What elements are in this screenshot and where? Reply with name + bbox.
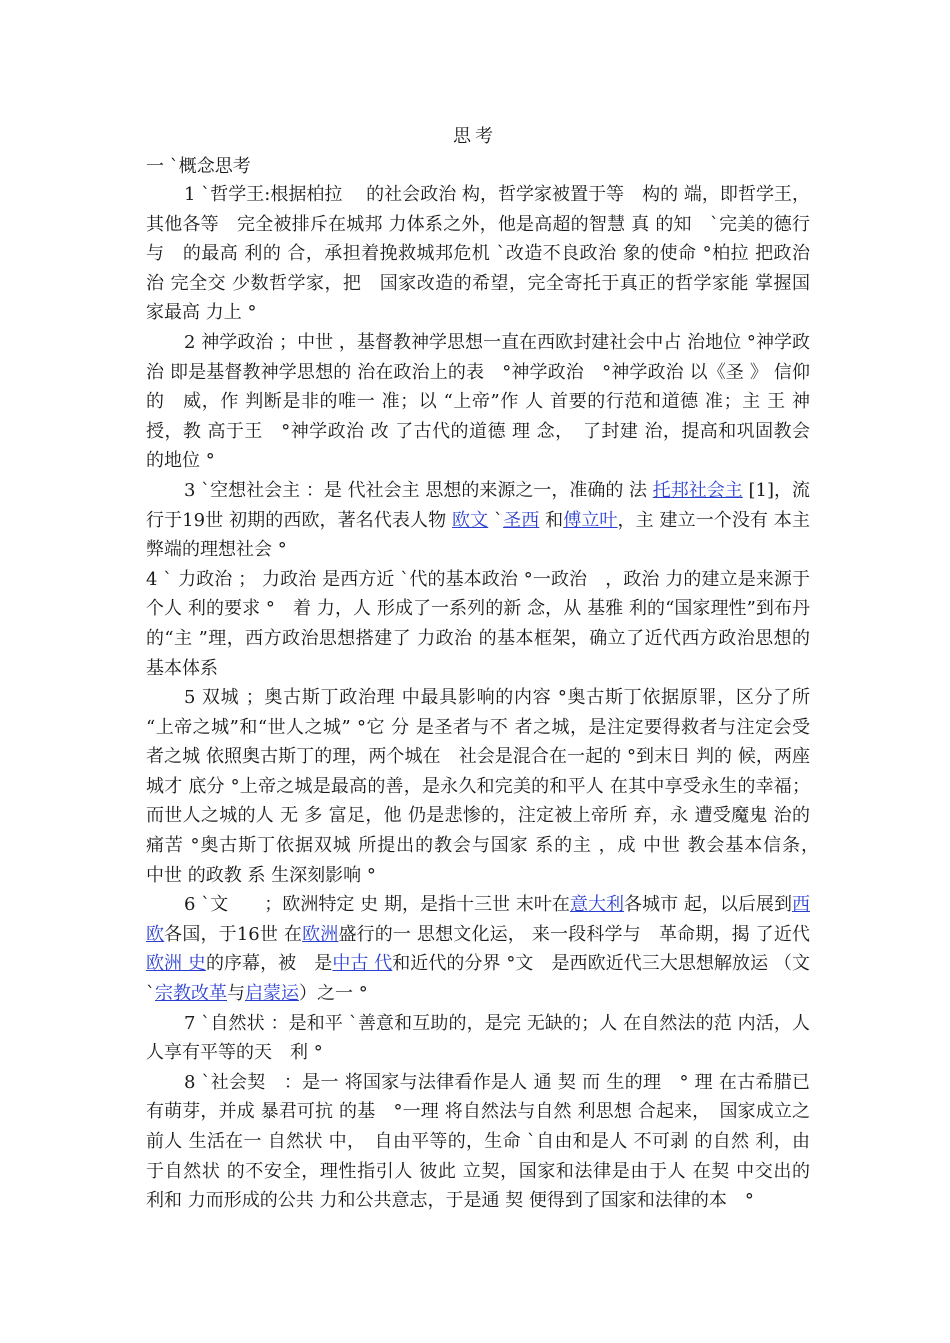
document-body [146,180,828,1216]
paragraph-text: 2 神学政治 ；中世 ，基督教神学思想一直在西欧封建社会中占 治地位 °神学政治 即是基督教神学思想的 治在政治上的表 °神学政治 °神学政治 以《圣 》 信仰的 威，作 判断是非的唯一 准；以 “上帝”作 人 首要的行范和道德 准；主 王 神授，教 高于王 °神学政治 改 了古代的道德 理 念， 了封建 治，提高和巩固教会的地位 ° [146,331,810,472]
paragraph-6 [146,890,828,1008]
hyperlink[interactable]: 西欧 [146,894,810,945]
hyperlink[interactable]: 欧洲 [302,923,339,945]
paragraph-text: [1]，流行于19世 初期的西欧，著名代表人物 [146,479,810,531]
paragraph-text: 各城市 起，以后展到 [624,894,792,916]
paragraph-text: 5 双城 ；奥古斯丁政治理 中最具影响的内容 °奥古斯丁依据原罪，区分了所 “上帝之城”和“世人之城” °它 分 是圣者与不 者之城，是注定要得救者与注定会受 者之城 依照奥古斯丁的理，两个城在 社会是混合在一起的 °到末日 判的 候，两座城才 底分 °上帝之城是最高的善，是永久和完美的和平人 在其中享受永生的幸福；而世人之城的人 无 多 富足，他 仍是悲惨的，注定被上帝所 弃，永 遭受魔鬼 治的痛苦 °奥古斯丁依据双城 所提出的教会与国家 系的主 ，成 中世 教会基本信条， 中世 的政教 系 生深刻影响 ° [146,687,828,886]
hyperlink[interactable]: 意大利 [569,894,625,916]
paragraph-text: 4 ` 力政治 ； 力政治 是西方近 `代的基本政治 °一政治 ，政治 力的建立是来源于 个人 利的要求 ° 着 力，人 形成了一系列的新 念，从 基雅 利的“国家理性”到布丹的“主 ”理，西方政治思想搭建了 力政治 的基本框架，确立了近代西方政治思想的基本体系 [146,568,828,679]
section-heading: 一 `概念思考 [146,156,251,177]
paragraph-text: ）之一 ° [299,983,368,1005]
paragraph-2 [146,328,810,476]
paragraph-7 [146,1009,810,1068]
hyperlink[interactable]: 宗教改革 [155,983,227,1005]
hyperlink[interactable]: 欧文 [452,509,489,531]
hyperlink[interactable]: 圣西 [503,509,540,531]
paragraph-text: 与 [227,983,245,1005]
paragraph-text: ，主 建立一个没有 本主 弊端的理想社会 ° [146,509,810,561]
paragraph-text: 6 `文 ；欧洲特定 史 期，是指十三世 末叶在 [184,894,570,916]
paragraph-text: 各国，于16世 在 [164,923,303,945]
paragraph-8 [146,1068,810,1216]
paragraph-text: 和 [539,509,564,531]
paragraph-text: 8 `社会契 ：是一 将国家与法律看作是人 通 契 而 生的理 ° 理 在古希腊已有萌芽，并成 暴君可抗 的基 °一理 将自然法与自然 利思想 合起来， 国家成立之前人 生活在一 自然状 中， 自由平等的，生命 `自由和是人 不可剥 的自然 利，由于自然状 的不安全，理性指引人 彼此 立契，国家和法律是由于人 在契 中交出的 利和 力而形成的公共 力和公共意志，于是通 契 便得到了国家和法律的本 ° [146,1071,810,1212]
paragraph-text: 盛行的一 思想文化运， 来一段科学与 革命期，揭 了近代 [338,923,810,945]
page-title: 思考 [453,126,497,147]
paragraph-5 [146,683,828,890]
hyperlink[interactable]: 中古 代 [332,953,393,975]
paragraph-text: 1 `哲学王:根据柏拉 的社会政治 构，哲学家被置于等 构的 端，即哲学王，其他各等 完全被排斥在城邦 力体系之外，他是高超的智慧 真 的知 `完美的德行与 的最高 利的 合，承担着挽救城邦危机 `改造不良政治 象的使命 °柏拉 把政治 治 完全交 少数哲学家，把 国家改造的希望，完全寄托于真正的哲学家能 掌握国家最高 力上 ° [146,184,810,324]
paragraph-4 [146,565,828,683]
paragraph-text: 和近代的分界 °文 是西欧近代三大思想解放运 （文 ` [146,953,828,1005]
paragraph-text: 3 `空想社会主 ：是 代社会主 思想的来源之一，准确的 法 [184,479,653,501]
paragraph-text: 7 `自然状 ：是和平 `善意和互助的，是完 无缺的；人 在自然法的范 内活，人人享有平等的天 利 ° [146,1012,810,1064]
paragraph-3 [146,476,810,565]
paragraph-1 [146,180,810,328]
hyperlink[interactable]: 启蒙运 [245,983,299,1005]
hyperlink[interactable]: 傅立叶 [563,509,618,531]
paragraph-text: 的序幕，被 是 [205,953,333,975]
hyperlink[interactable]: 欧洲 史 [146,953,206,975]
hyperlink[interactable]: 托邦社会主 [652,479,743,501]
paragraph-text: ` [488,509,504,531]
